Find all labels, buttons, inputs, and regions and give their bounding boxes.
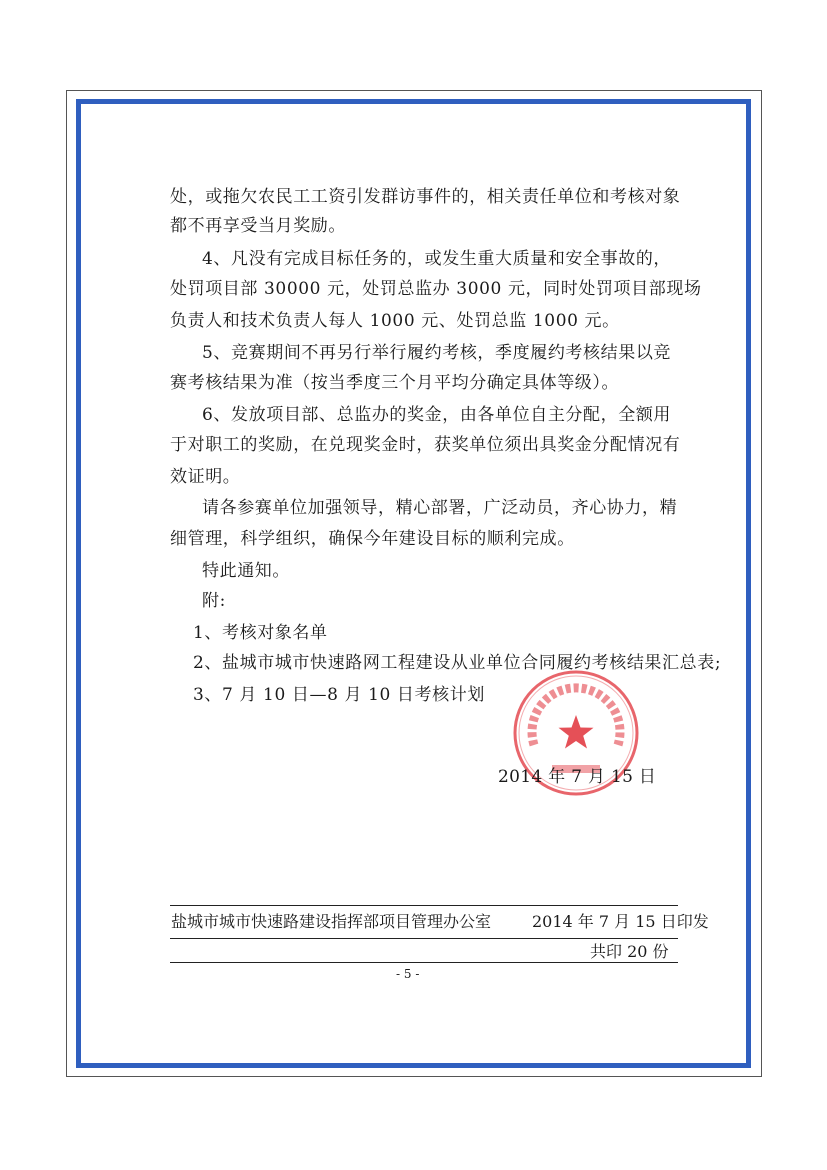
body-line-11: 请各参赛单位加强领导，精心部署，广泛动员，齐心协力，精 (202, 498, 678, 518)
body-line-3: 4、凡没有完成目标任务的，或发生重大质量和安全事故的， (202, 249, 672, 269)
footer-copies: 共印 20 份 (590, 942, 669, 961)
body-line-6: 5、竞赛期间不再另行举行履约考核，季度履约考核结果以竞 (202, 343, 672, 363)
body-line-9: 于对职工的奖励，在兑现奖金时，获奖单位须出具奖金分配情况有 (170, 435, 681, 455)
body-line-8: 6、发放项目部、总监办的奖金，由各单位自主分配，全额用 (202, 405, 672, 425)
appendix-label: 附: (202, 591, 226, 611)
page-number: - 5 - (396, 967, 420, 981)
appendix-item-3: 3、7 月 10 日—8 月 10 日考核计划 (193, 685, 485, 705)
document-date: 2014 年 7 月 15 日 (498, 767, 657, 787)
body-line-2: 都不再享受当月奖励。 (170, 216, 346, 236)
footer-middle-rule (170, 938, 678, 939)
body-line-1: 处，或拖欠农民工工资引发群访事件的，相关责任单位和考核对象 (170, 187, 681, 207)
footer-issuer: 盐城市城市快速路建设指挥部项目管理办公室 (171, 912, 492, 931)
footer-bottom-rule (170, 962, 678, 963)
body-line-5: 负责人和技术负责人每人 1000 元、处罚总监 1000 元。 (170, 311, 620, 331)
body-line-10: 效证明。 (170, 467, 241, 487)
footer-top-rule (170, 905, 678, 906)
body-line-12: 细管理，科学组织，确保今年建设目标的顺利完成。 (170, 529, 575, 549)
body-line-7: 赛考核结果为准（按当季度三个月平均分确定具体等级）。 (170, 373, 620, 393)
appendix-item-1: 1、考核对象名单 (193, 623, 328, 643)
appendix-item-2: 2、盐城市城市快速路网工程建设从业单位合同履约考核结果汇总表; (193, 653, 722, 673)
footer-issue-date: 2014 年 7 月 15 日印发 (532, 912, 709, 931)
body-line-4: 处罚项目部 30000 元，处罚总监办 3000 元，同时处罚项目部现场 (170, 279, 702, 299)
body-line-13: 特此通知。 (202, 561, 290, 581)
